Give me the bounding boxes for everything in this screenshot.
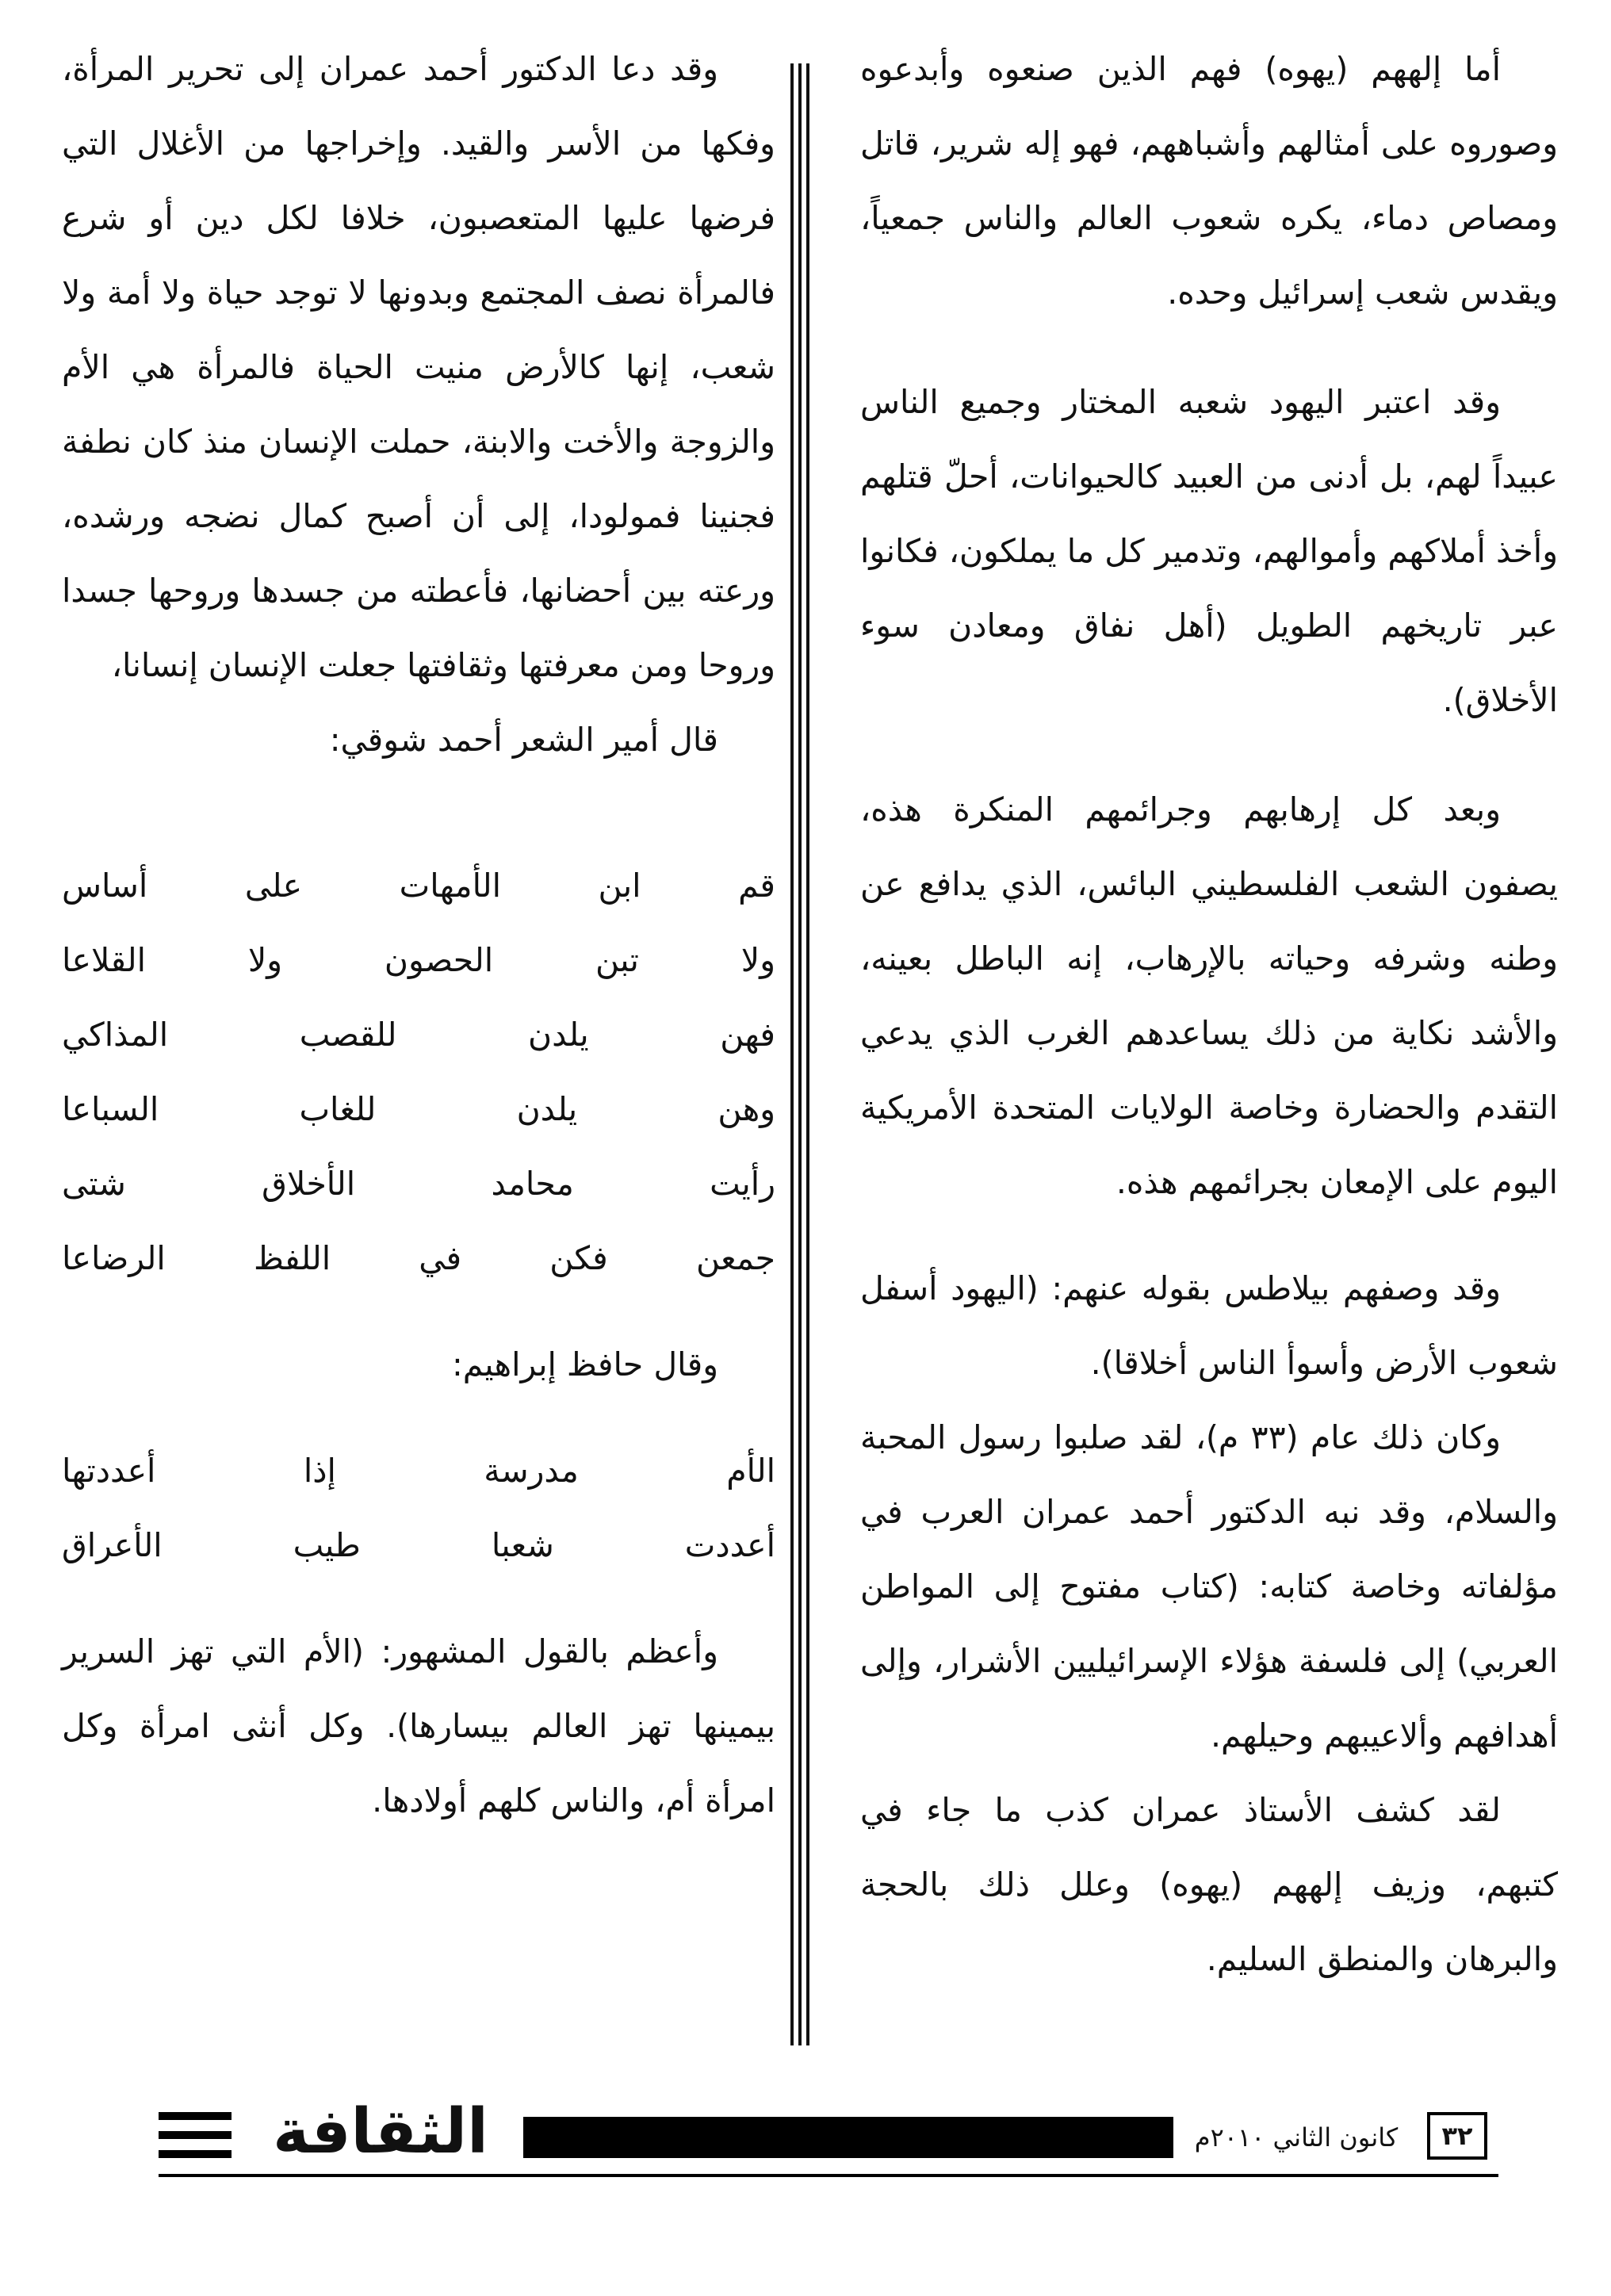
paragraph: وقد وصفهم بيلاطس بقوله عنهم: (اليهود أسفل شعوب الأرض وأسوأ الناس أخلاقا). [860,1269,1558,1382]
poem-intro-shawqi: قال أمير الشعر أحمد شوقي: [329,721,718,759]
paragraph: وأعظم بالقول المشهور: (الأم التي تهز السرير بيمينها تهز العالم بيسارها). وكل أنثى امرأة وكل امرأة أم، والناس كلهم أولادها. [62,1632,775,1820]
poem-verse: ولا تبن الحصون ولا القلاعا [62,941,775,979]
right-column [860,32,1558,1996]
poem-verse: أعددت شعبا طيب الأعراق [62,1526,775,1564]
poem-intro-hafez: وقال حافظ إبراهيم: [451,1345,718,1383]
magazine-masthead: الثقافة [273,2096,488,2168]
decorative-bars [159,2112,232,2160]
paragraph: لقد كشف الأستاذ عمران كذب ما جاء في كتبهم، وزيف إلههم (يهوه) وعلل ذلك بالحجة والبرهان والمنطق السليم. [860,1791,1558,1978]
page-number: ٣٢ [1427,2112,1487,2160]
poem-verse: الأم مدرسة إذا أعددتها [62,1452,775,1490]
paragraph: وكان ذلك عام (٣٣ م)، لقد صلبوا رسول المحبة والسلام، وقد نبه الدكتور أحمد عمران العرب في مؤلفاته وخاصة كتابه: (كتاب مفتوح إلى المواطن العربي) إلى فلسفة هؤلاء الإسرائيليين الأشرار، وإلى أهدافهم وألاعيبهم وحيلهم. [860,1418,1558,1755]
paragraph: وقد اعتبر اليهود شعبه المختار وجميع الناس عبيداً لهم، بل أدنى من العبيد كالحيوانات، أحلّ قتلهم وأخذ أملاكهم وأموالهم، وتدمير كل ما يملكون، فكانوا عبر تاريخهم الطويل (أهل نفاق ومعادن سوء الأخلاق). [860,383,1558,719]
poem-verse: فهن يلدن للقصب المذاكي [62,1016,775,1054]
paragraph: وقد دعا الدكتور أحمد عمران إلى تحرير المرأة، وفكها من الأسر والقيد. وإخراجها من الأغلال التي فرضها عليها المتعصبون، خلافا لكل دين أو شرع فالمرأة نصف المجتمع وبدونها لا توجد حياة ولا أمة ولا شعب، إنها كالأرض منيت الحياة فالمرأة هي الأم والزوجة والأخت والابنة، حملت الإنسان منذ كان نطفة فجنينا فمولودا، إلى أن أصبح كمال نضجه ورشده، ورعته بين أحضانها، فأعطته من جسدها وروحها جسدا وروحا ومن معرفتها وثقافتها جعلت الإنسان إنسانا، [62,50,775,684]
paragraph: وبعد كل إرهابهم وجرائمهم المنكرة هذه، يصفون الشعب الفلسطيني البائس، الذي يدافع عن وطنه وشرفه وحياته بالإرهاب، إنه الباطل بعينه، والأشد نكاية من ذلك يساعدهم الغرب الذي يدعي التقدم والحضارة وخاصة الولايات المتحدة الأمريكية اليوم على الإمعان بجرائمهم هذه. [860,790,1558,1201]
column-divider [790,63,809,2045]
poem-verse: جمعن فكن في اللفظ الرضاعا [62,1239,775,1277]
poem-verse: قم ابن الأمهات على أساس [62,867,775,905]
poem-verse: رأيت محامد الأخلاق شتى [62,1165,775,1203]
decorative-bar [523,2117,1173,2158]
poem-verse: وهن يلدن للغاب السباعا [62,1090,775,1128]
footer-rule [159,2174,1498,2177]
left-column [62,32,775,1838]
paragraph: أما إلههم (يهوه) فهم الذين صنعوه وأبدعوه وصوروه على أمثالهم وأشباههم، فهو إله شرير، قاتل ومصاص دماء، يكره شعوب العالم والناس جمعياً، ويقدس شعب إسرائيل وحده. [860,50,1558,312]
issue-date: كانون الثاني ٢٠١٠م [1194,2122,1399,2152]
page-footer [159,2096,1498,2172]
